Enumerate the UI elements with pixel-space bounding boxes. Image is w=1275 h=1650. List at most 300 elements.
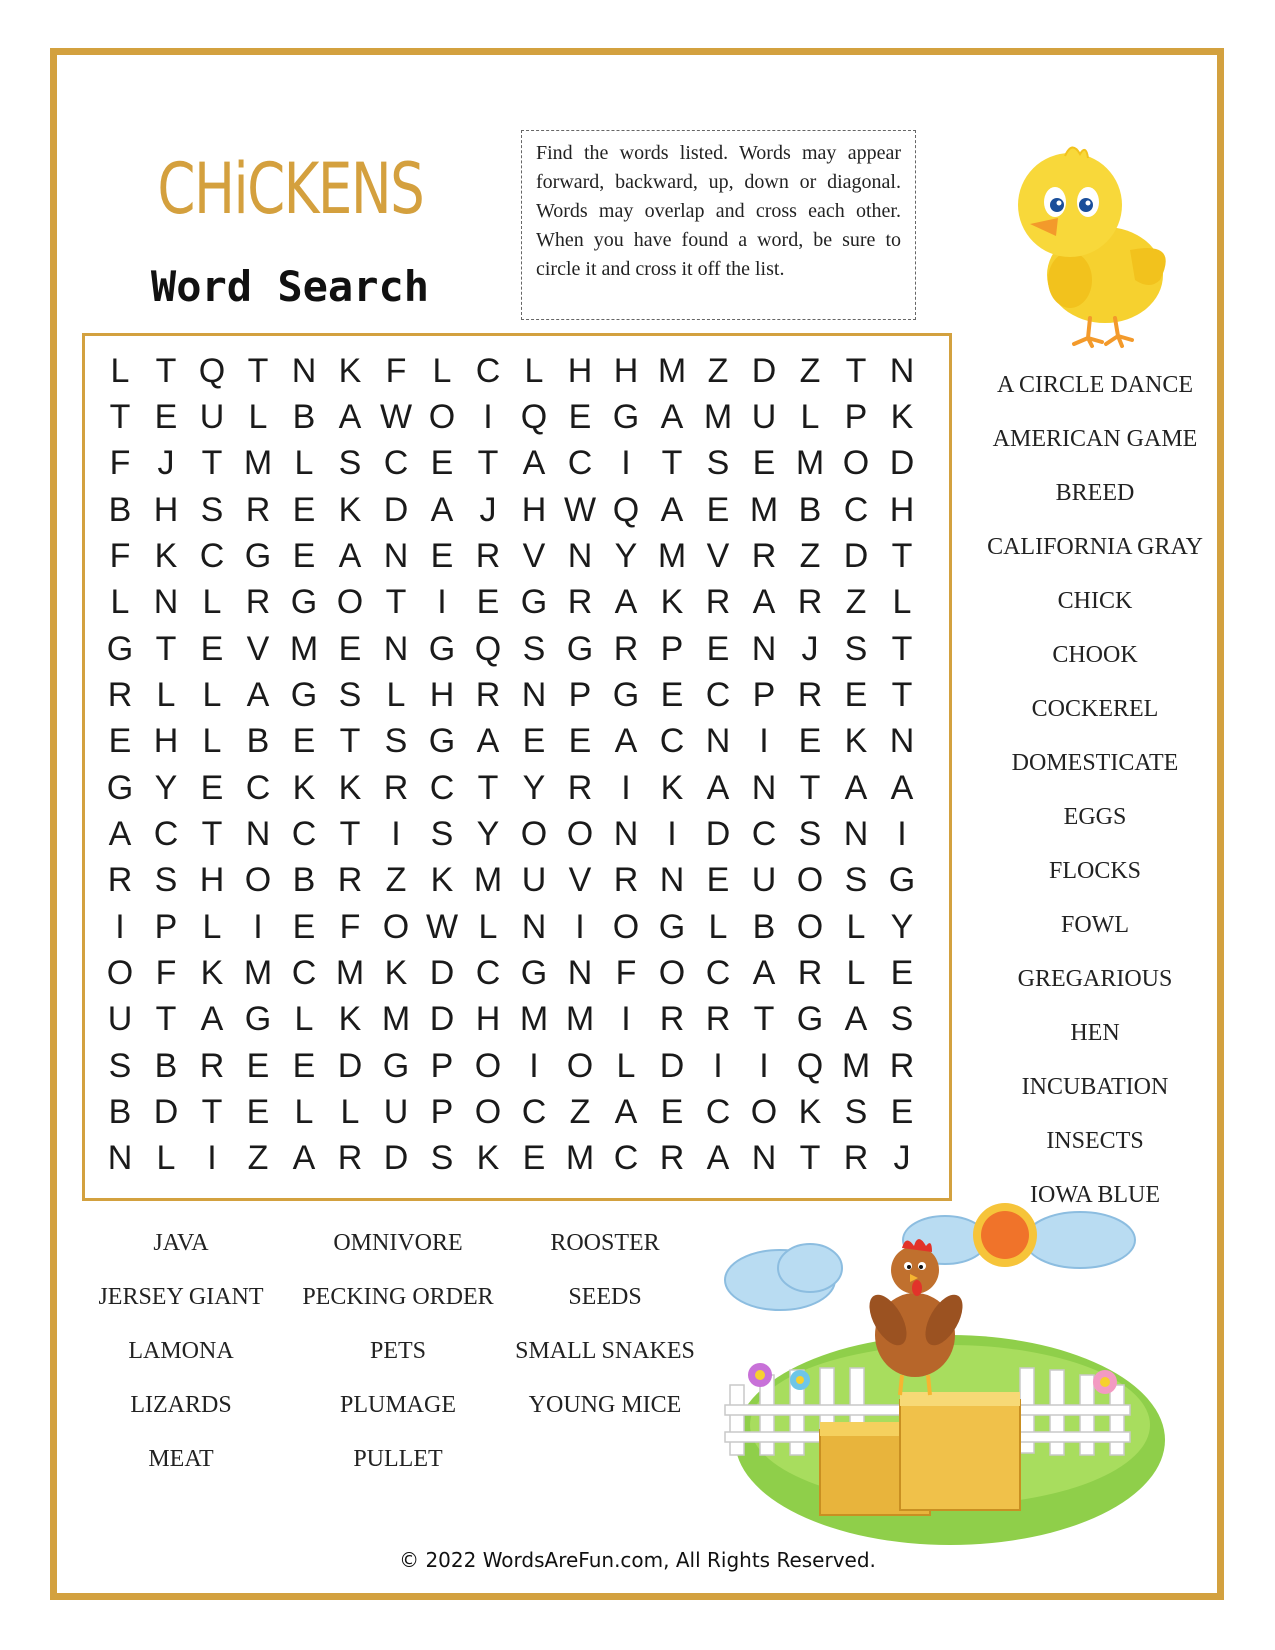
- grid-letter[interactable]: R: [659, 1139, 685, 1178]
- grid-letter[interactable]: K: [154, 536, 178, 575]
- grid-letter[interactable]: O: [106, 953, 134, 992]
- grid-letter[interactable]: N: [153, 583, 179, 622]
- grid-letter[interactable]: I: [391, 814, 401, 853]
- grid-letter[interactable]: D: [705, 814, 731, 853]
- grid-letter[interactable]: H: [153, 722, 179, 761]
- grid-letter[interactable]: I: [529, 1046, 539, 1085]
- grid-letter[interactable]: H: [889, 490, 915, 529]
- grid-letter[interactable]: M: [473, 861, 503, 900]
- grid-letter[interactable]: P: [154, 907, 178, 946]
- grid-letter[interactable]: S: [522, 629, 546, 668]
- grid-letter[interactable]: D: [429, 1000, 455, 1039]
- grid-letter[interactable]: G: [382, 1046, 410, 1085]
- grid-letter[interactable]: I: [759, 1046, 769, 1085]
- grid-letter[interactable]: A: [522, 444, 546, 483]
- grid-letter[interactable]: I: [897, 814, 907, 853]
- grid-letter[interactable]: G: [106, 629, 134, 668]
- grid-letter[interactable]: A: [200, 1000, 224, 1039]
- grid-letter[interactable]: A: [338, 536, 362, 575]
- grid-letter[interactable]: N: [521, 907, 547, 946]
- grid-letter[interactable]: J: [893, 1139, 911, 1178]
- grid-letter[interactable]: Q: [612, 490, 640, 529]
- grid-letter[interactable]: W: [563, 490, 597, 529]
- grid-letter[interactable]: M: [841, 1046, 871, 1085]
- grid-letter[interactable]: E: [706, 629, 730, 668]
- grid-letter[interactable]: M: [243, 444, 273, 483]
- grid-letter[interactable]: D: [751, 351, 777, 390]
- grid-letter[interactable]: E: [200, 629, 224, 668]
- grid-letter[interactable]: E: [430, 536, 454, 575]
- grid-letter[interactable]: O: [796, 907, 824, 946]
- grid-letter[interactable]: A: [292, 1139, 316, 1178]
- grid-letter[interactable]: P: [568, 675, 592, 714]
- grid-letter[interactable]: N: [383, 536, 409, 575]
- grid-letter[interactable]: P: [752, 675, 776, 714]
- grid-letter[interactable]: H: [613, 351, 639, 390]
- grid-letter[interactable]: C: [245, 768, 271, 807]
- grid-letter[interactable]: T: [799, 1139, 821, 1178]
- grid-letter[interactable]: E: [108, 722, 132, 761]
- grid-letter[interactable]: R: [567, 768, 593, 807]
- grid-letter[interactable]: I: [621, 1000, 631, 1039]
- grid-letter[interactable]: L: [202, 675, 222, 714]
- grid-letter[interactable]: F: [109, 536, 131, 575]
- grid-letter[interactable]: W: [379, 397, 413, 436]
- grid-letter[interactable]: C: [613, 1139, 639, 1178]
- grid-letter[interactable]: O: [244, 861, 272, 900]
- grid-letter[interactable]: E: [660, 1092, 684, 1131]
- grid-letter[interactable]: O: [474, 1046, 502, 1085]
- grid-letter[interactable]: M: [795, 444, 825, 483]
- grid-letter[interactable]: F: [109, 444, 131, 483]
- grid-letter[interactable]: N: [567, 536, 593, 575]
- grid-letter[interactable]: K: [338, 768, 362, 807]
- grid-letter[interactable]: Z: [799, 351, 821, 390]
- grid-letter[interactable]: S: [338, 675, 362, 714]
- grid-letter[interactable]: K: [844, 722, 868, 761]
- grid-letter[interactable]: T: [477, 444, 499, 483]
- grid-letter[interactable]: R: [889, 1046, 915, 1085]
- grid-letter[interactable]: F: [339, 907, 361, 946]
- grid-letter[interactable]: Q: [474, 629, 502, 668]
- grid-letter[interactable]: M: [381, 1000, 411, 1039]
- grid-letter[interactable]: N: [843, 814, 869, 853]
- grid-letter[interactable]: G: [888, 861, 916, 900]
- grid-letter[interactable]: G: [796, 1000, 824, 1039]
- grid-letter[interactable]: G: [244, 1000, 272, 1039]
- grid-letter[interactable]: K: [338, 1000, 362, 1039]
- grid-letter[interactable]: K: [476, 1139, 500, 1178]
- grid-letter[interactable]: E: [292, 722, 316, 761]
- grid-letter[interactable]: E: [706, 490, 730, 529]
- grid-letter[interactable]: R: [613, 861, 639, 900]
- grid-letter[interactable]: J: [157, 444, 175, 483]
- grid-letter[interactable]: N: [659, 861, 685, 900]
- grid-letter[interactable]: V: [246, 629, 270, 668]
- grid-letter[interactable]: R: [567, 583, 593, 622]
- grid-letter[interactable]: C: [705, 1092, 731, 1131]
- grid-letter[interactable]: Z: [845, 583, 867, 622]
- grid-letter[interactable]: M: [519, 1000, 549, 1039]
- grid-letter[interactable]: E: [246, 1046, 270, 1085]
- grid-letter[interactable]: I: [437, 583, 447, 622]
- grid-letter[interactable]: Z: [569, 1092, 591, 1131]
- grid-letter[interactable]: R: [797, 583, 823, 622]
- grid-letter[interactable]: O: [336, 583, 364, 622]
- grid-letter[interactable]: L: [202, 583, 222, 622]
- grid-letter[interactable]: N: [107, 1139, 133, 1178]
- grid-letter[interactable]: L: [800, 397, 820, 436]
- grid-letter[interactable]: C: [521, 1092, 547, 1131]
- grid-letter[interactable]: L: [156, 1139, 176, 1178]
- grid-letter[interactable]: T: [155, 629, 177, 668]
- grid-letter[interactable]: P: [430, 1092, 454, 1131]
- grid-letter[interactable]: A: [108, 814, 132, 853]
- grid-letter[interactable]: F: [385, 351, 407, 390]
- grid-letter[interactable]: E: [660, 675, 684, 714]
- grid-letter[interactable]: E: [338, 629, 362, 668]
- grid-letter[interactable]: E: [292, 907, 316, 946]
- grid-letter[interactable]: L: [432, 351, 452, 390]
- grid-letter[interactable]: C: [153, 814, 179, 853]
- grid-letter[interactable]: L: [294, 1092, 314, 1131]
- grid-letter[interactable]: R: [245, 490, 271, 529]
- grid-letter[interactable]: A: [338, 397, 362, 436]
- grid-letter[interactable]: L: [294, 444, 314, 483]
- grid-letter[interactable]: T: [201, 1092, 223, 1131]
- grid-letter[interactable]: S: [890, 1000, 914, 1039]
- grid-letter[interactable]: E: [568, 397, 592, 436]
- grid-letter[interactable]: M: [243, 953, 273, 992]
- grid-letter[interactable]: A: [706, 1139, 730, 1178]
- grid-letter[interactable]: R: [475, 675, 501, 714]
- grid-letter[interactable]: I: [115, 907, 125, 946]
- grid-letter[interactable]: T: [891, 675, 913, 714]
- grid-letter[interactable]: P: [660, 629, 684, 668]
- grid-letter[interactable]: G: [290, 675, 318, 714]
- grid-letter[interactable]: C: [659, 722, 685, 761]
- grid-letter[interactable]: H: [475, 1000, 501, 1039]
- grid-letter[interactable]: A: [844, 768, 868, 807]
- grid-letter[interactable]: E: [706, 861, 730, 900]
- grid-letter[interactable]: L: [616, 1046, 636, 1085]
- grid-letter[interactable]: A: [660, 490, 684, 529]
- grid-letter[interactable]: J: [479, 490, 497, 529]
- grid-letter[interactable]: N: [245, 814, 271, 853]
- grid-letter[interactable]: S: [706, 444, 730, 483]
- grid-letter[interactable]: B: [798, 490, 822, 529]
- grid-letter[interactable]: L: [708, 907, 728, 946]
- grid-letter[interactable]: Q: [198, 351, 226, 390]
- grid-letter[interactable]: F: [155, 953, 177, 992]
- grid-letter[interactable]: Z: [707, 351, 729, 390]
- grid-letter[interactable]: I: [483, 397, 493, 436]
- grid-letter[interactable]: Y: [154, 768, 178, 807]
- grid-letter[interactable]: B: [108, 1092, 132, 1131]
- grid-letter[interactable]: E: [476, 583, 500, 622]
- grid-letter[interactable]: A: [614, 722, 638, 761]
- grid-letter[interactable]: N: [889, 722, 915, 761]
- grid-letter[interactable]: K: [798, 1092, 822, 1131]
- grid-letter[interactable]: A: [706, 768, 730, 807]
- grid-letter[interactable]: Z: [799, 536, 821, 575]
- grid-letter[interactable]: I: [759, 722, 769, 761]
- grid-letter[interactable]: B: [154, 1046, 178, 1085]
- grid-letter[interactable]: E: [292, 536, 316, 575]
- grid-letter[interactable]: T: [339, 722, 361, 761]
- grid-letter[interactable]: T: [891, 629, 913, 668]
- grid-letter[interactable]: O: [612, 907, 640, 946]
- grid-letter[interactable]: M: [657, 536, 687, 575]
- grid-letter[interactable]: U: [383, 1092, 409, 1131]
- grid-letter[interactable]: C: [429, 768, 455, 807]
- grid-letter[interactable]: E: [200, 768, 224, 807]
- grid-letter[interactable]: G: [612, 397, 640, 436]
- grid-letter[interactable]: G: [428, 722, 456, 761]
- grid-letter[interactable]: D: [337, 1046, 363, 1085]
- grid-letter[interactable]: U: [751, 861, 777, 900]
- grid-letter[interactable]: O: [842, 444, 870, 483]
- grid-letter[interactable]: N: [521, 675, 547, 714]
- grid-letter[interactable]: S: [338, 444, 362, 483]
- grid-letter[interactable]: H: [429, 675, 455, 714]
- grid-letter[interactable]: R: [337, 1139, 363, 1178]
- grid-letter[interactable]: B: [246, 722, 270, 761]
- grid-letter[interactable]: M: [565, 1000, 595, 1039]
- grid-letter[interactable]: K: [430, 861, 454, 900]
- grid-letter[interactable]: R: [751, 536, 777, 575]
- grid-letter[interactable]: P: [430, 1046, 454, 1085]
- grid-letter[interactable]: A: [430, 490, 454, 529]
- grid-letter[interactable]: T: [891, 536, 913, 575]
- grid-letter[interactable]: O: [796, 861, 824, 900]
- grid-letter[interactable]: L: [846, 953, 866, 992]
- grid-letter[interactable]: R: [475, 536, 501, 575]
- grid-letter[interactable]: M: [703, 397, 733, 436]
- grid-letter[interactable]: L: [524, 351, 544, 390]
- grid-letter[interactable]: Y: [890, 907, 914, 946]
- grid-letter[interactable]: G: [290, 583, 318, 622]
- grid-letter[interactable]: L: [478, 907, 498, 946]
- grid-letter[interactable]: T: [201, 814, 223, 853]
- grid-letter[interactable]: C: [567, 444, 593, 483]
- grid-letter[interactable]: B: [752, 907, 776, 946]
- grid-letter[interactable]: I: [575, 907, 585, 946]
- grid-letter[interactable]: T: [201, 444, 223, 483]
- grid-letter[interactable]: N: [751, 768, 777, 807]
- grid-letter[interactable]: B: [292, 397, 316, 436]
- grid-letter[interactable]: C: [475, 953, 501, 992]
- grid-letter[interactable]: S: [798, 814, 822, 853]
- grid-letter[interactable]: I: [207, 1139, 217, 1178]
- grid-letter[interactable]: Y: [476, 814, 500, 853]
- grid-letter[interactable]: E: [568, 722, 592, 761]
- grid-letter[interactable]: T: [845, 351, 867, 390]
- grid-letter[interactable]: A: [614, 1092, 638, 1131]
- grid-letter[interactable]: B: [292, 861, 316, 900]
- grid-letter[interactable]: R: [383, 768, 409, 807]
- grid-letter[interactable]: U: [199, 397, 225, 436]
- grid-letter[interactable]: D: [659, 1046, 685, 1085]
- grid-letter[interactable]: L: [294, 1000, 314, 1039]
- grid-letter[interactable]: S: [108, 1046, 132, 1085]
- grid-letter[interactable]: E: [522, 722, 546, 761]
- grid-letter[interactable]: K: [890, 397, 914, 436]
- grid-letter[interactable]: E: [752, 444, 776, 483]
- grid-letter[interactable]: E: [798, 722, 822, 761]
- grid-letter[interactable]: L: [110, 351, 130, 390]
- grid-letter[interactable]: M: [565, 1139, 595, 1178]
- grid-letter[interactable]: G: [428, 629, 456, 668]
- grid-letter[interactable]: S: [844, 629, 868, 668]
- grid-letter[interactable]: K: [384, 953, 408, 992]
- grid-letter[interactable]: T: [799, 768, 821, 807]
- grid-letter[interactable]: T: [339, 814, 361, 853]
- grid-letter[interactable]: G: [520, 953, 548, 992]
- grid-letter[interactable]: R: [659, 1000, 685, 1039]
- grid-letter[interactable]: T: [477, 768, 499, 807]
- grid-letter[interactable]: N: [889, 351, 915, 390]
- grid-letter[interactable]: U: [107, 1000, 133, 1039]
- grid-letter[interactable]: T: [247, 351, 269, 390]
- grid-letter[interactable]: L: [248, 397, 268, 436]
- grid-letter[interactable]: D: [383, 490, 409, 529]
- grid-letter[interactable]: U: [751, 397, 777, 436]
- grid-letter[interactable]: L: [110, 583, 130, 622]
- grid-letter[interactable]: G: [520, 583, 548, 622]
- grid-letter[interactable]: Y: [614, 536, 638, 575]
- grid-letter[interactable]: A: [476, 722, 500, 761]
- grid-letter[interactable]: E: [292, 1046, 316, 1085]
- grid-letter[interactable]: C: [383, 444, 409, 483]
- grid-letter[interactable]: E: [844, 675, 868, 714]
- grid-letter[interactable]: N: [751, 629, 777, 668]
- grid-letter[interactable]: G: [658, 907, 686, 946]
- grid-letter[interactable]: N: [383, 629, 409, 668]
- grid-letter[interactable]: V: [706, 536, 730, 575]
- grid-letter[interactable]: K: [200, 953, 224, 992]
- grid-letter[interactable]: A: [890, 768, 914, 807]
- grid-letter[interactable]: Z: [247, 1139, 269, 1178]
- grid-letter[interactable]: C: [705, 953, 731, 992]
- grid-letter[interactable]: O: [750, 1092, 778, 1131]
- grid-letter[interactable]: V: [568, 861, 592, 900]
- grid-letter[interactable]: A: [246, 675, 270, 714]
- grid-letter[interactable]: N: [613, 814, 639, 853]
- grid-letter[interactable]: V: [522, 536, 546, 575]
- grid-letter[interactable]: L: [846, 907, 866, 946]
- grid-letter[interactable]: K: [660, 768, 684, 807]
- grid-letter[interactable]: E: [246, 1092, 270, 1131]
- grid-letter[interactable]: D: [843, 536, 869, 575]
- grid-letter[interactable]: O: [658, 953, 686, 992]
- grid-letter[interactable]: S: [430, 1139, 454, 1178]
- grid-letter[interactable]: G: [106, 768, 134, 807]
- grid-letter[interactable]: R: [705, 583, 731, 622]
- grid-letter[interactable]: H: [567, 351, 593, 390]
- grid-letter[interactable]: A: [844, 1000, 868, 1039]
- grid-letter[interactable]: S: [430, 814, 454, 853]
- grid-letter[interactable]: O: [566, 1046, 594, 1085]
- grid-letter[interactable]: S: [844, 1092, 868, 1131]
- grid-letter[interactable]: I: [253, 907, 263, 946]
- grid-letter[interactable]: O: [428, 397, 456, 436]
- grid-letter[interactable]: W: [425, 907, 459, 946]
- grid-letter[interactable]: K: [338, 351, 362, 390]
- grid-letter[interactable]: K: [338, 490, 362, 529]
- grid-letter[interactable]: E: [292, 490, 316, 529]
- grid-letter[interactable]: S: [154, 861, 178, 900]
- grid-letter[interactable]: L: [386, 675, 406, 714]
- grid-letter[interactable]: G: [612, 675, 640, 714]
- grid-letter[interactable]: K: [660, 583, 684, 622]
- grid-letter[interactable]: I: [621, 444, 631, 483]
- grid-letter[interactable]: R: [245, 583, 271, 622]
- grid-letter[interactable]: U: [521, 861, 547, 900]
- grid-letter[interactable]: A: [752, 583, 776, 622]
- grid-letter[interactable]: P: [844, 397, 868, 436]
- grid-letter[interactable]: Q: [520, 397, 548, 436]
- grid-letter[interactable]: L: [892, 583, 912, 622]
- grid-letter[interactable]: Y: [522, 768, 546, 807]
- grid-letter[interactable]: H: [521, 490, 547, 529]
- grid-letter[interactable]: H: [199, 861, 225, 900]
- grid-letter[interactable]: Q: [796, 1046, 824, 1085]
- grid-letter[interactable]: O: [566, 814, 594, 853]
- grid-letter[interactable]: B: [108, 490, 132, 529]
- grid-letter[interactable]: T: [661, 444, 683, 483]
- grid-letter[interactable]: C: [705, 675, 731, 714]
- grid-letter[interactable]: M: [749, 490, 779, 529]
- grid-letter[interactable]: D: [889, 444, 915, 483]
- grid-letter[interactable]: C: [291, 814, 317, 853]
- grid-letter[interactable]: A: [614, 583, 638, 622]
- grid-letter[interactable]: C: [843, 490, 869, 529]
- grid-letter[interactable]: D: [383, 1139, 409, 1178]
- grid-letter[interactable]: O: [382, 907, 410, 946]
- grid-letter[interactable]: C: [475, 351, 501, 390]
- grid-letter[interactable]: K: [292, 768, 316, 807]
- grid-letter[interactable]: E: [890, 953, 914, 992]
- grid-letter[interactable]: T: [155, 1000, 177, 1039]
- grid-letter[interactable]: N: [291, 351, 317, 390]
- grid-letter[interactable]: A: [752, 953, 776, 992]
- grid-letter[interactable]: R: [797, 953, 823, 992]
- grid-letter[interactable]: Z: [385, 861, 407, 900]
- grid-letter[interactable]: E: [522, 1139, 546, 1178]
- grid-letter[interactable]: T: [109, 397, 131, 436]
- grid-letter[interactable]: I: [713, 1046, 723, 1085]
- grid-letter[interactable]: R: [843, 1139, 869, 1178]
- grid-letter[interactable]: J: [801, 629, 819, 668]
- grid-letter[interactable]: M: [657, 351, 687, 390]
- grid-letter[interactable]: C: [751, 814, 777, 853]
- grid-letter[interactable]: D: [429, 953, 455, 992]
- grid-letter[interactable]: I: [621, 768, 631, 807]
- grid-letter[interactable]: R: [337, 861, 363, 900]
- grid-letter[interactable]: A: [660, 397, 684, 436]
- grid-letter[interactable]: G: [566, 629, 594, 668]
- grid-letter[interactable]: L: [202, 907, 222, 946]
- grid-letter[interactable]: N: [751, 1139, 777, 1178]
- grid-letter[interactable]: C: [199, 536, 225, 575]
- grid-letter[interactable]: R: [107, 861, 133, 900]
- grid-letter[interactable]: R: [797, 675, 823, 714]
- grid-letter[interactable]: R: [613, 629, 639, 668]
- grid-letter[interactable]: R: [199, 1046, 225, 1085]
- grid-letter[interactable]: I: [667, 814, 677, 853]
- grid-letter[interactable]: T: [385, 583, 407, 622]
